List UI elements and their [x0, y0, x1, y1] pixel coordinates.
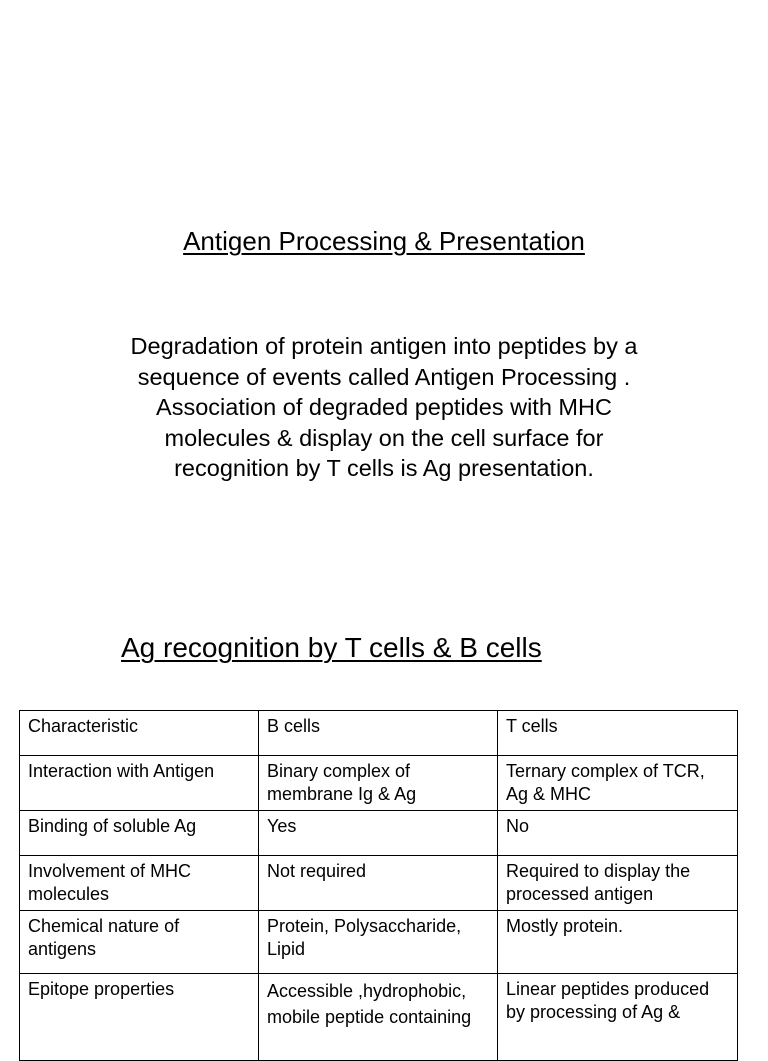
table-cell: Epitope properties — [20, 974, 259, 1061]
table-cell: Linear peptides produced by processing of Ag & — [498, 974, 738, 1061]
table-cell: Accessible ,hydrophobic, mobile peptide containing — [259, 974, 498, 1061]
table-cell: Mostly protein. — [498, 911, 738, 974]
table-cell: Protein, Polysaccharide, Lipid — [259, 911, 498, 974]
intro-paragraph: Degradation of protein antigen into peptides by a sequence of events called Antigen Processing . Association of degraded peptides with MHC molecules & display on the cell surface for recognition by T cells is Ag presentation. — [130, 333, 638, 481]
table-cell: Binding of soluble Ag — [20, 811, 259, 856]
page-title-text: Antigen Processing & Presentation — [183, 226, 585, 256]
page-title — [0, 225, 768, 257]
table-cell: Chemical nature of antigens — [20, 911, 259, 974]
table-row — [20, 856, 738, 911]
table-cell: Required to display the processed antigen — [498, 856, 738, 911]
table-row — [20, 811, 738, 856]
table-header-row — [20, 711, 738, 756]
table-cell: Involvement of MHC molecules — [20, 856, 259, 911]
table-cell: Binary complex of membrane Ig & Ag — [259, 756, 498, 811]
table-cell: Interaction with Antigen — [20, 756, 259, 811]
header-cell-t-cells: T cells — [498, 711, 738, 756]
header-cell-b-cells: B cells — [259, 711, 498, 756]
table-row — [20, 974, 738, 1061]
table-row — [20, 756, 738, 811]
table-cell: Ternary complex of TCR, Ag & MHC — [498, 756, 738, 811]
table-cell: Yes — [259, 811, 498, 856]
comparison-table — [19, 710, 738, 1061]
table-cell: No — [498, 811, 738, 856]
section-heading — [121, 631, 542, 665]
table-cell: Not required — [259, 856, 498, 911]
header-cell-characteristic: Characteristic — [20, 711, 259, 756]
section-heading-text: Ag recognition by T cells & B cells — [121, 632, 542, 663]
table-row — [20, 911, 738, 974]
